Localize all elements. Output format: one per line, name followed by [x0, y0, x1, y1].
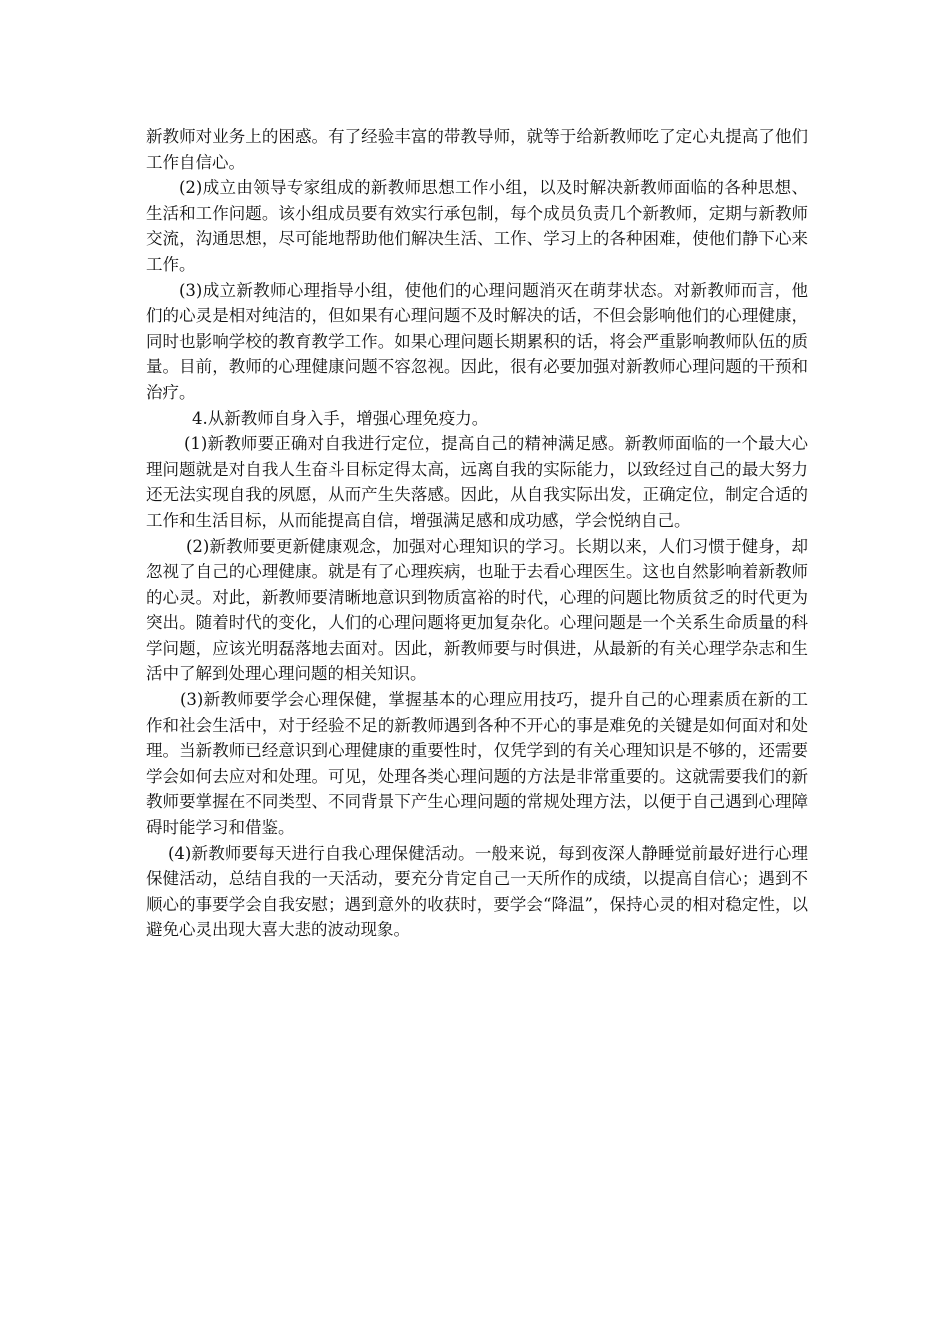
- paragraph-psychology-guidance-group: (3)成立新教师心理指导小组，使他们的心理问题消灭在萌芽状态。对新教师而言，他们的心灵是相对纯洁的，但如果有心理问题不及时解决的话，不但会影响他们的心理健康，同时也影响学校的教育教学工作。如果心理问题长期累积的话，将会严重影响教师队伍的质量。目前，教师的心理健康问题不容忽视。因此，很有必要加强对新教师心理问题的干预和治疗。: [146, 280, 808, 402]
- document-body: [146, 124, 808, 943]
- paragraph-mental-health-care: (3)新教师要学会心理保健，掌握基本的心理应用技巧，提升自己的心理素质在新的工作和社会生活中，对于经验不足的新教师遇到各种不开心的事是难免的关键是如何面对和处理。当新教师已经意识到心理健康的重要性时，仅凭学到的有关心理知识是不够的，还需要学会如何去应对和处理。可见，处理各类心理问题的方法是非常重要的。这就需要我们的新教师要掌握在不同类型、不同背景下产生心理问题的常规处理方法，以便于自己遇到心理障碍时能学习和借鉴。: [146, 690, 808, 838]
- paragraph-daily-self-care: (4)新教师要每天进行自我心理保健活动。一般来说，每到夜深人静睡觉前最好进行心理保健活动，总结自我的一天活动，要充分肯定自己一天所作的成绩，以提高自信心；遇到不顺心的事要学会自我安慰；遇到意外的收获时，要学会“降温”，保持心灵的相对稳定性，以避免心灵出现大喜大悲的波动现象。: [146, 843, 808, 940]
- paragraph-health-concept: (2)新教师要更新健康观念，加强对心理知识的学习。长期以来，人们习惯于健身，却忽视了自己的心理健康。就是有了心理疾病，也耻于去看心理医生。这也自然影响着新教师的心灵。对此，新教师要清晰地意识到物质富裕的时代，心理的问题比物质贫乏的时代更为突出。随着时代的变化，人们的心理问题将更加复杂化。心理问题是一个关系生命质量的科学问题，应该光明磊落地去面对。因此，新教师要与时俱进，从最新的有关心理学杂志和生活中了解到处理心理问题的相关知识。: [146, 536, 808, 684]
- paragraph-self-positioning: (1)新教师要正确对自我进行定位，提高自己的精神满足感。新教师面临的一个最大心理问题就是对自我人生奋斗目标定得太高，远离自我的实际能力，以致经过自己的最大努力还无法实现自我的夙愿，从而产生失落感。因此，从自我实际出发，正确定位，制定合适的工作和生活目标，从而能提高自信，增强满足感和成功感，学会悦纳自己。: [146, 434, 808, 530]
- paragraph-thought-work-group: (2)成立由领导专家组成的新教师思想工作小组，以及时解决新教师面临的各种思想、生活和工作问题。该小组成员要有效实行承包制，每个成员负责几个新教师，定期与新教师交流，沟通思想，尽可能地帮助他们解决生活、工作、学习上的各种困难，使他们静下心来工作。: [146, 178, 808, 274]
- section-heading-self-immunity: 4.从新教师自身入手，增强心理免疫力。: [192, 408, 489, 428]
- paragraph-continuation: 新教师对业务上的困惑。有了经验丰富的带教导师，就等于给新教师吃了定心丸提高了他们工作自信心。: [146, 127, 808, 172]
